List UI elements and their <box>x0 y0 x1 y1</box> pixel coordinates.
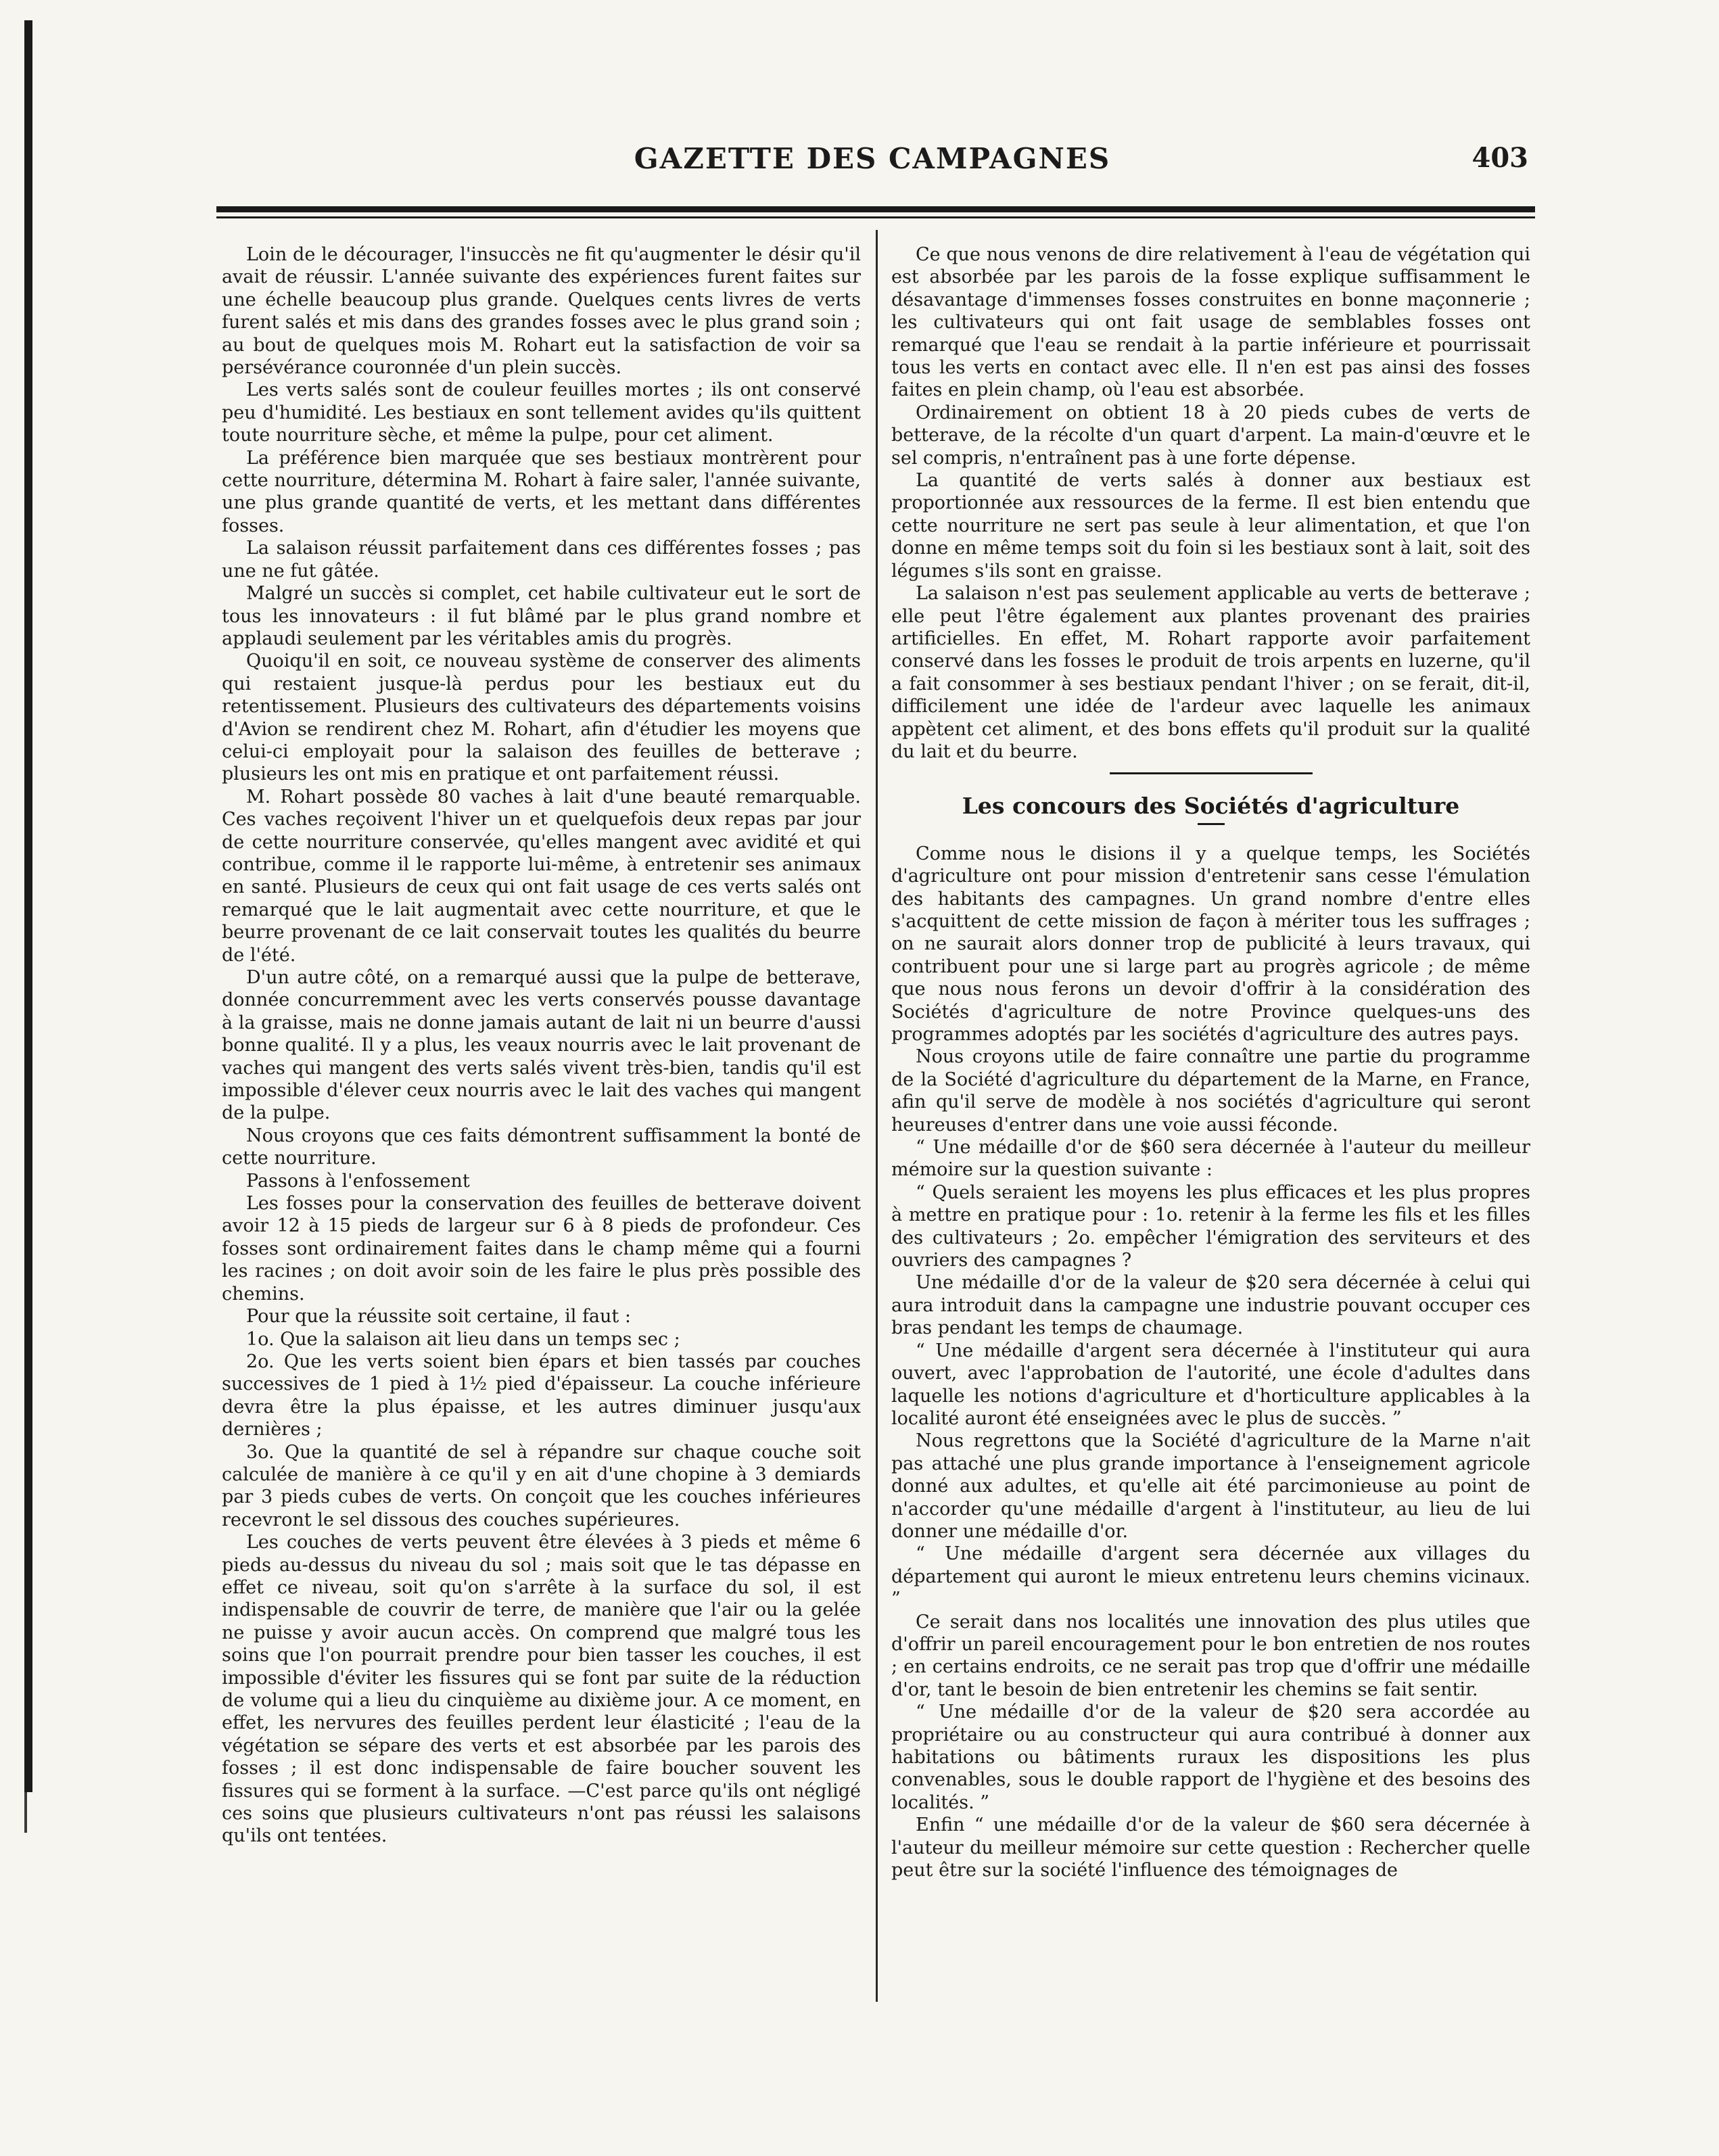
binding-edge-tail <box>24 1792 27 1833</box>
left-column <box>222 243 861 2002</box>
paragraph: “ Quels seraient les moyens les plus efficaces et les plus propres à mettre en pratique pour : 1o. retenir à la ferme les fils et les filles des cultivateurs ; 2o. empêcher l'émigration des serviteurs et des ouvriers des campagnes ? <box>891 1181 1530 1271</box>
paragraph: La préférence bien marquée que ses bestiaux montrèrent pour cette nourriture, détermina M. Rohart à faire saler, l'année suivante, une plus grande quantité de verts, et les mettant dans différentes fosses. <box>222 447 861 536</box>
paragraph: “ Une médaille d'or de $60 sera décernée à l'auteur du meilleur mémoire sur la question suivante : <box>891 1137 1530 1181</box>
paragraph: Les verts salés sont de couleur feuilles mortes ; ils ont conservé peu d'humidité. Les bestiaux en sont tellement avides qu'ils quittent toute nourriture sèche, et même la pulpe, pour cet aliment. <box>222 379 861 446</box>
paragraph: D'un autre côté, on a remarqué aussi que la pulpe de betterave, donnée concurremment avec les verts conservés pousse davantage à la graisse, mais ne donne jamais autant de lait ni un beurre d'aussi bonne qualité. Il y a plus, les veaux nourris avec le lait provenant de vaches qui mangent des verts salés vivent très-bien, tandis qu'il est impossible d'élever ceux nourris avec le lait des vaches qui mangent de la pulpe. <box>222 967 861 1124</box>
paragraph: 3o. Que la quantité de sel à répandre sur chaque couche soit calculée de manière à ce qu'il y en ait d'une chopine à 3 demiards par 3 pieds cubes de verts. On conçoit que les couches inférieures recevront le sel dissous des couches supérieures. <box>222 1441 861 1530</box>
paragraph: La salaison n'est pas seulement applicable au verts de betterave ; elle peut l'être également aux plantes provenant des prairies artificielles. En effet, M. Rohart rapporte avoir parfaitement conservé dans les fosses le produit de trois arpents en luzerne, qu'il a fait consommer à ses bestiaux pendant l'hiver ; on se ferait, dit-il, difficilement une idée de l'ardeur avec laquelle les animaux appètent cet aliment, et des bons effets qu'il produit sur la qualité du lait et du beurre. <box>891 583 1530 762</box>
page-number: 403 <box>1471 142 1528 174</box>
binding-edge <box>24 20 32 1792</box>
paragraph: “ Une médaille d'or de la valeur de $20 sera accordée au propriétaire ou au constructeur qui aura contribué à donner aux habitations ou bâtiments ruraux les dispositions les plus convenables, sous le double rapport de l'hygiène et des besoins des localités. ” <box>891 1702 1530 1813</box>
right-column <box>891 243 1530 2002</box>
paragraph: Quoiqu'il en soit, ce nouveau système de conserver des aliments qui restaient jusque-là perdus pour les bestiaux eut du retentissement. Plusieurs des cultivateurs des départements voisins d'Avion se rendirent chez M. Rohart, afin d'étudier les moyens que celui-ci employait pour la salaison des feuilles de betterave ; plusieurs les ont mis en pratique et ont parfaitement réussi. <box>222 651 861 785</box>
paragraph: 2o. Que les verts soient bien épars et bien tassés par couches successives de 1 pied à 1½ pied d'épaisseur. La couche inférieure devra être la plus épaisse, et les autres diminuer jusqu'aux dernières ; <box>222 1351 861 1440</box>
paragraph: Nous croyons que ces faits démontrent suffisamment la bonté de cette nourriture. <box>222 1125 861 1169</box>
paragraph: Les fosses pour la conservation des feuilles de betterave doivent avoir 12 à 15 pieds de largeur sur 6 à 8 pieds de profondeur. Ces fosses sont ordinairement faites dans le champ même qui a fourni les racines ; on doit avoir soin de les faire le plus près possible des chemins. <box>222 1193 861 1305</box>
paragraph: 1o. Que la salaison ait lieu dans un temps sec ; <box>246 1328 680 1350</box>
paragraph: “ Une médaille d'argent sera décernée aux villages du département qui auront le mieux entretenu leurs chemins vicinaux. ” <box>891 1543 1530 1610</box>
paragraph: La quantité de verts salés à donner aux bestiaux est proportionnée aux ressources de la ferme. Il est bien entendu que cette nourriture ne sert pas seule à leur alimentation, et que l'on donne en même temps soit du foin si les bestiaux sont à lait, soit des légumes s'ils sont en graisse. <box>891 470 1530 582</box>
paragraph: Comme nous le disions il y a quelque temps, les Sociétés d'agriculture ont pour mission d'entretenir sans cesse l'émulation des habitants des campagnes. Un grand nombre d'entre elles s'acquittent de cette mission de façon à mériter tous les suffrages ; on ne saurait alors donner trop de publicité à leurs travaux, qui contribuent pour une si large part au progrès agricole ; de même que nous nous ferons un devoir d'offrir à la considération des Sociétés d'agriculture de notre Province quelques-uns des programmes adoptés par les sociétés d'agriculture des autres pays. <box>891 843 1530 1045</box>
paragraph: Les couches de verts peuvent être élevées à 3 pieds et même 6 pieds au-dessus du niveau du sol ; mais soit que le tas dépasse en effet ce niveau, soit qu'on s'arrête à la surface du sol, il est indispensable de couvrir de terre, de manière que l'air ou la gelée ne puisse y avoir aucun accès. On comprend que malgré tous les soins que l'on pourrait prendre pour bien tasser les couches, il est impossible d'éviter les fissures qui se font par suite de la réduction de volume qui a lieu du cinquième au dixième jour. A ce moment, en effet, les nervures des feuilles perdent leur élasticité ; l'eau de la végétation se sépare des verts et est absorbée par les parois des fosses ; il est donc indispensable de faire boucher souvent les fissures qui se forment à la surface. —C'est parce qu'ils ont négligé ces soins que plusieurs cultivateurs n'ont pas réussi les salaisons qu'ils ont tentées. <box>222 1532 861 1847</box>
paragraph: Ce que nous venons de dire relativement à l'eau de végétation qui est absorbée par les parois de la fosse explique suffisamment le désavantage d'immenses fosses construites en bonne maçonnerie ; les cultivateurs qui ont fait usage de semblables fosses ont remarqué que l'eau se rendait à la partie inférieure et pourrissait tous les verts en contact avec elle. Il n'en est pas ainsi des fosses faites en plein champ, où l'eau est absorbée. <box>891 244 1530 401</box>
header-rule-thick <box>216 206 1535 212</box>
paragraph: La salaison réussit parfaitement dans ces différentes fosses ; pas une ne fut gâtée. <box>222 538 861 582</box>
publication-title: GAZETTE DES CAMPAGNES <box>634 142 1111 175</box>
paragraph: Ce serait dans nos localités une innovation des plus utiles que d'offrir un pareil encouragement pour le bon entretien de nos routes ; en certains endroits, ce ne serait pas trop que d'offrir une médaille d'or, tant le besoin de bien entretenir les chemins se fait sentir. <box>891 1611 1530 1700</box>
section-heading: Les concours des Sociétés d'agriculture <box>962 793 1460 820</box>
section-dash <box>1198 823 1225 825</box>
paragraph: Une médaille d'or de la valeur de $20 sera décernée à celui qui aura introduit dans la campagne une industrie pouvant occuper ces bras pendant les temps de chaumage. <box>891 1272 1530 1339</box>
page-header <box>216 142 1528 189</box>
section-rule <box>1110 772 1313 774</box>
paragraph: Nous regrettons que la Société d'agriculture de la Marne n'ait pas attaché une plus grande importance à l'enseignement agricole donné aux adultes, et qu'elle ait été parcimonieuse au point de n'accorder qu'une médaille d'argent à l'instituteur, au lieu de lui donner une médaille d'or. <box>891 1430 1530 1542</box>
paragraph: Passons à l'enfossement <box>246 1170 470 1192</box>
paragraph: Nous croyons utile de faire connaître une partie du programme de la Société d'agriculture du département de la Marne, en France, afin qu'il serve de modèle à nos sociétés d'agriculture qui seront heureuses d'entrer dans une voie aussi féconde. <box>891 1046 1530 1135</box>
paragraph: Malgré un succès si complet, cet habile cultivateur eut le sort de tous les innovateurs : il fut blâmé par le plus grand nombre et applaudi seulement par les véritables amis du progrès. <box>222 583 861 649</box>
paragraph: Pour que la réussite soit certaine, il faut : <box>246 1306 631 1328</box>
header-rule-thin <box>216 216 1535 218</box>
column-divider <box>876 230 878 2002</box>
paragraph: M. Rohart possède 80 vaches à lait d'une beauté remarquable. Ces vaches reçoivent l'hiver un et quelquefois deux repas par jour de cette nourriture conservée, qu'elles mangent avec avidité et qui contribue, comme il le rapporte lui-même, à entretenir ses animaux en santé. Plusieurs de ceux qui ont fait usage de ces verts salés ont remarqué que le lait augmentait avec cette nourriture, et que le beurre provenant de ce lait conservait toutes les qualités du beurre de l'été. <box>222 786 861 966</box>
paragraph: Loin de le décourager, l'insuccès ne fit qu'augmenter le désir qu'il avait de réussir. L'année suivante des expériences furent faites sur une échelle beaucoup plus grande. Quelques cents livres de verts furent salés et mis dans des grandes fosses avec le plus grand soin ; au bout de quelques mois M. Rohart eut la satisfaction de voir sa persévérance couronnée d'un plein succès. <box>222 244 861 379</box>
paragraph: Ordinairement on obtient 18 à 20 pieds cubes de verts de betterave, de la récolte d'un quart d'arpent. La main-d'œuvre et le sel compris, n'entraînent pas à une forte dépense. <box>891 402 1530 469</box>
paragraph: “ Une médaille d'argent sera décernée à l'instituteur qui aura ouvert, avec l'approbation de l'autorité, une école d'adultes dans laquelle les notions d'agriculture et d'horticulture applicables à la localité auront été enseignées avec le plus de succès. ” <box>891 1340 1530 1429</box>
paragraph: Enfin “ une médaille d'or de la valeur de $60 sera décernée à l'auteur du meilleur mémoire sur cette question : Rechercher quelle peut être sur la société l'influence des témoignages de <box>891 1814 1530 1881</box>
